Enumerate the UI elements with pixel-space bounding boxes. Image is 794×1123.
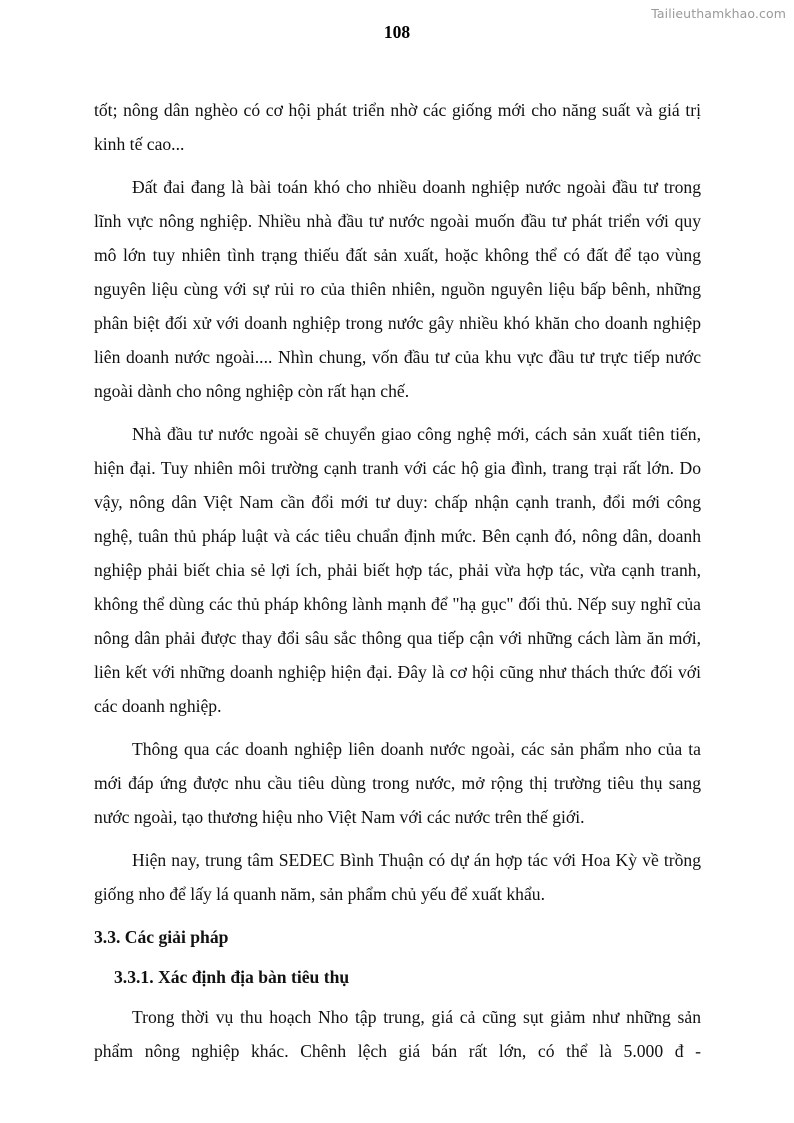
section-heading: 3.3. Các giải pháp [94,927,229,947]
paragraph-technology-transfer: Nhà đầu tư nước ngoài sẽ chuyển giao công nghệ mới, cách sản xuất tiên tiến, hiện đại. Tuy nhiên môi trường cạnh tranh với các hộ gia đình, trang trại rất lớn. Do vậy, nông dân Việt Nam cần đổi mới tư duy: chấp nhận cạnh tranh, đổi mới công nghệ, tuân thủ pháp luật và các tiêu chuẩn định mức. Bên cạnh đó, nông dân, doanh nghiệp phải biết chia sẻ lợi ích, phải biết hợp tác, phải vừa hợp tác, vừa cạnh tranh, không thể dùng các thủ pháp không lành mạnh để "hạ gục" đối thủ. Nếp suy nghĩ của nông dân phải được thay đổi sâu sắc thông qua tiếp cận với những cách làm ăn mới, liên kết với những doanh nghiệp hiện đại. Đây là cơ hội cũng như thách thức đối với các doanh nghiệp. [94,424,701,716]
watermark: Tailieuthamkhao.com [651,6,786,21]
paragraph-continuation: tốt; nông dân nghèo có cơ hội phát triển nhờ các giống mới cho năng suất và giá trị kinh tế cao... [94,100,701,154]
subsection-heading: 3.3.1. Xác định địa bàn tiêu thụ [114,967,350,987]
page-number: 108 [383,22,411,42]
paragraph-land-issue: Đất đai đang là bài toán khó cho nhiều doanh nghiệp nước ngoài đầu tư trong lĩnh vực nông nghiệp. Nhiều nhà đầu tư nước ngoài muốn đầu tư phát triển với quy mô lớn tuy nhiên tình trạng thiếu đất sản xuất, hoặc không thể có đất để tạo vùng nguyên liệu cùng với sự rủi ro của thiên nhiên, nguồn nguyên liệu bấp bênh, những phân biệt đối xử với doanh nghiệp trong nước gây nhiều khó khăn cho doanh nghiệp liên doanh nước ngoài.... Nhìn chung, vốn đầu tư của khu vực đầu tư trực tiếp nước ngoài dành cho nông nghiệp còn rất hạn chế. [94,177,701,401]
paragraph-harvest-prices: Trong thời vụ thu hoạch Nho tập trung, giá cả cũng sụt giảm như những sản phẩm nông nghiệp khác. Chênh lệch giá bán rất lớn, có thể là 5.000 đ - [94,1007,701,1061]
paragraph-joint-ventures: Thông qua các doanh nghiệp liên doanh nước ngoài, các sản phẩm nho của ta mới đáp ứng được nhu cầu tiêu dùng trong nước, mở rộng thị trường tiêu thụ sang nước ngoài, tạo thương hiệu nho Việt Nam với các nước trên thế giới. [94,739,701,827]
paragraph-sedec-project: Hiện nay, trung tâm SEDEC Bình Thuận có dự án hợp tác với Hoa Kỳ về trồng giống nho để lấy lá quanh năm, sản phẩm chủ yếu để xuất khẩu. [94,850,701,904]
document-body [94,93,701,1077]
